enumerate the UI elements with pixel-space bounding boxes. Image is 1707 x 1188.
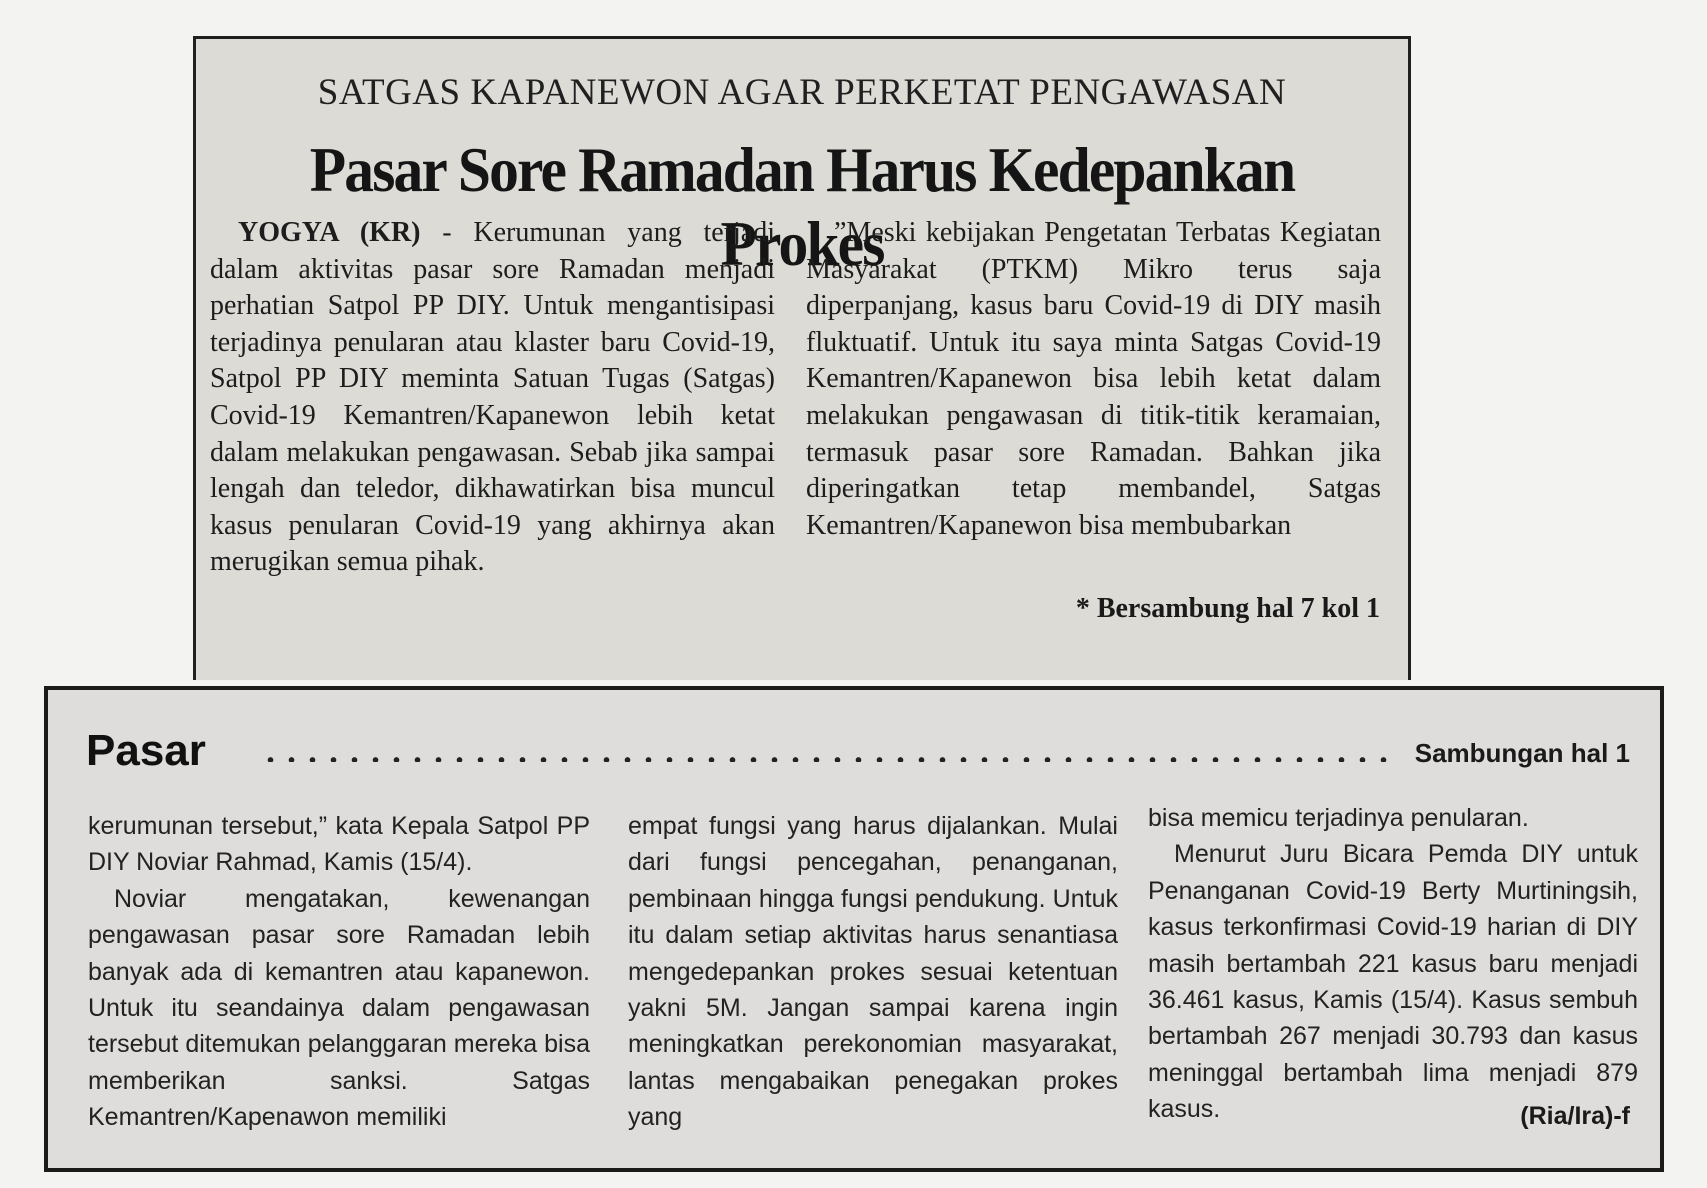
article-right-text: ”Meski kebijakan Pengetatan Terbatas Kegiatan Masyarakat (PTKM) Mikro terus saja diperpanjang, kasus baru Covid-19 di DIY masih fluktuatif. Untuk itu saya minta Satgas Covid-19 Kemantren/Kapanewon bisa lebih ketat dalam melakukan pengawasan di titik-titik keramaian, termasuk pasar sore Ramadan. Bahkan jika diperingatkan tetap membandel, Satgas Kemantren/Kapanewon bisa membubarkan xyxy=(806,217,1381,541)
continued-note: * Bersambung hal 7 kol 1 xyxy=(1075,593,1380,624)
article-right-column xyxy=(806,215,1381,544)
article-left-text: - Kerumunan yang terjadi dalam aktivitas pasar sore Ramadan menjadi perhatian Satpol PP DIY. Untuk mengantisipasi terjadinya penularan atau klaster baru Covid-19, Satpol PP DIY meminta Satuan Tugas (Satgas) Covid-19 Kemantren/Kapanewon lebih ketat dalam melakukan pengawasan. Sebab jika sampai lengah dan teledor, dikhawatirkan bisa muncul kasus penularan Covid-19 yang akhirnya akan merugikan semua pihak. xyxy=(210,217,775,578)
col2-paragraph-1: empat fungsi yang harus dijalankan. Mulai dari fungsi pencegahan, penanganan, pembinaan hingga fungsi pendukung. Untuk itu dalam setiap aktivitas harus senantiasa mengedepankan prokes sesuai ketentuan yakni 5M. Jangan sampai karena ingin meningkatkan perekonomian masyarakat, lantas mengabaikan penegakan prokes yang xyxy=(628,812,1118,1132)
col1-paragraph-2: Noviar mengatakan, kewenangan pengawasan pasar sore Ramadan lebih banyak ada di kemantren atau kapanewon. Untuk itu seandainya dalam pengawasan tersebut ditemukan pelanggaran mereka bisa memberikan sanksi. Satgas Kemantren/Kapenawon memiliki xyxy=(88,884,590,1132)
continuation-column-1 xyxy=(88,808,590,1136)
byline: (Ria/Ira)-f xyxy=(1520,1102,1630,1130)
sambungan-label: Sambungan hal 1 xyxy=(1414,738,1630,768)
article-dateline: YOGYA (KR) xyxy=(238,217,421,248)
article-left-column xyxy=(210,215,775,581)
dotted-leader xyxy=(260,756,1400,762)
col3-paragraph-1: bisa memicu terjadinya penularan. xyxy=(1148,804,1529,832)
continuation-column-2 xyxy=(628,808,1118,1136)
continuation-clipping xyxy=(44,686,1664,1172)
col3-paragraph-2: Menurut Juru Bicara Pemda DIY untuk Penanganan Covid-19 Berty Murtiningsih, kasus terkonfirmasi Covid-19 harian di DIY masih bertambah 221 kasus baru menjadi 36.461 kasus, Kamis (15/4). Kasus sembuh bertambah 267 menjadi 30.793 dan kasus meninggal bertambah lima menjadi 879 kasus. xyxy=(1148,840,1638,1124)
col1-paragraph-1: kerumunan tersebut,” kata Kepala Satpol PP DIY Noviar Rahmad, Kamis (15/4). xyxy=(88,812,590,877)
continuation-title: Pasar xyxy=(86,726,206,775)
top-article-clipping xyxy=(193,36,1411,680)
continuation-column-3 xyxy=(1148,800,1638,1128)
article-kicker: SATGAS KAPANEWON AGAR PERKETAT PENGAWASAN xyxy=(317,72,1287,113)
article-headline: Pasar Sore Ramadan Harus Kedepankan Prokes xyxy=(309,134,1295,279)
